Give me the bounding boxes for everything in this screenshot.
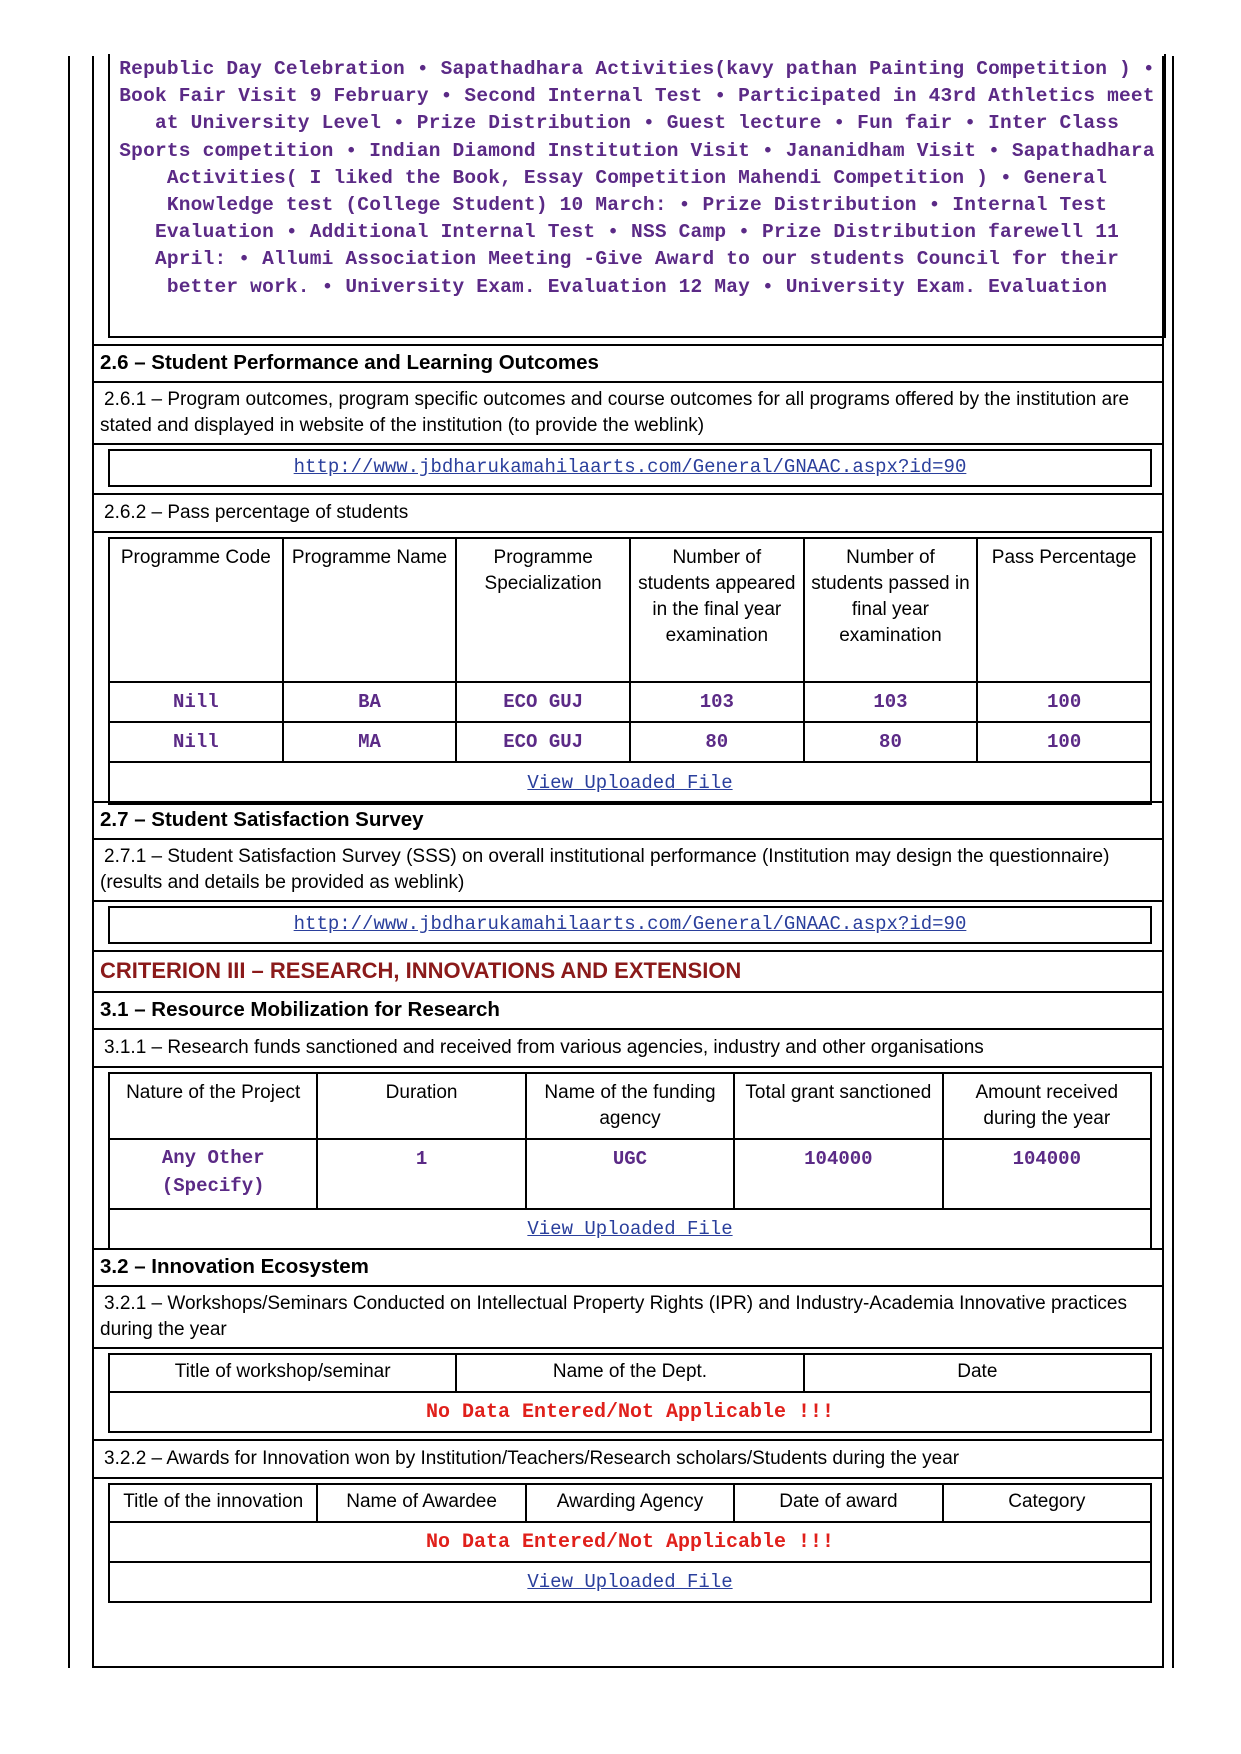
workshops-table-row bbox=[92, 1347, 1164, 1441]
pass-table-box bbox=[108, 537, 1152, 794]
table-cell: 104000 bbox=[734, 1139, 942, 1209]
section-2-7-heading: 2.7 – Student Satisfaction Survey bbox=[100, 808, 424, 831]
col-nature-of-project: Nature of the Project bbox=[109, 1073, 317, 1139]
table-row bbox=[109, 682, 1151, 722]
col-duration: Duration bbox=[317, 1073, 525, 1139]
table-cell: Nill bbox=[109, 722, 283, 762]
table-cell: Nill bbox=[109, 682, 283, 722]
table-cell: 1 bbox=[317, 1139, 525, 1209]
section-3-2-heading: 3.2 – Innovation Ecosystem bbox=[100, 1255, 369, 1278]
col-innovation-title: Title of the innovation bbox=[109, 1484, 317, 1522]
col-date: Date bbox=[804, 1354, 1151, 1392]
col-programme-specialization: Programme Specialization bbox=[456, 538, 630, 682]
question-2-6-2-row bbox=[92, 493, 1164, 533]
table-cell: Any Other (Specify) bbox=[109, 1139, 317, 1209]
question-2-7-1-row bbox=[92, 838, 1164, 902]
col-awardee-name: Name of Awardee bbox=[317, 1484, 525, 1522]
section-3-2-row bbox=[92, 1248, 1164, 1287]
question-3-2-2-row bbox=[92, 1439, 1164, 1479]
question-3-2-1: 3.2.1 – Workshops/Seminars Conducted on Intellectual Property Rights (IPR) and Industry-Academia Innovative practices during the year bbox=[100, 1293, 1127, 1340]
table-cell: ECO GUJ bbox=[456, 722, 630, 762]
question-3-1-1: 3.1.1 – Research funds sanctioned and received from various agencies, industry and other organisations bbox=[104, 1037, 984, 1058]
col-pass-percentage: Pass Percentage bbox=[977, 538, 1151, 682]
table-row bbox=[109, 1139, 1151, 1209]
table-cell: BA bbox=[283, 682, 457, 722]
criterion-row bbox=[92, 950, 1164, 993]
table-cell: MA bbox=[283, 722, 457, 762]
activities-row bbox=[92, 56, 1164, 346]
link-2-7-1-box bbox=[108, 906, 1152, 944]
workshops-table-box bbox=[108, 1353, 1152, 1433]
table-cell: UGC bbox=[526, 1139, 734, 1209]
section-2-6-row bbox=[92, 344, 1164, 383]
workshops-table bbox=[108, 1353, 1152, 1433]
question-2-6-1-row bbox=[92, 381, 1164, 445]
view-uploaded-file-link-3-2-2[interactable]: View Uploaded File bbox=[527, 1571, 733, 1593]
awards-table-row bbox=[92, 1477, 1164, 1668]
question-3-2-2: 3.2.2 – Awards for Innovation won by Institution/Teachers/Research scholars/Students during the year bbox=[104, 1448, 960, 1469]
no-data-message: No Data Entered/Not Applicable !!! bbox=[425, 1400, 835, 1424]
link-2-7-1-row bbox=[92, 900, 1164, 952]
col-category: Category bbox=[943, 1484, 1151, 1522]
table-cell: 103 bbox=[630, 682, 804, 722]
table-cell: 80 bbox=[630, 722, 804, 762]
question-2-6-2: 2.6.2 – Pass percentage of students bbox=[104, 502, 409, 523]
col-funding-agency: Name of the funding agency bbox=[526, 1073, 734, 1139]
col-total-grant: Total grant sanctioned bbox=[734, 1073, 942, 1139]
view-uploaded-file-link-3-1-1[interactable]: View Uploaded File bbox=[527, 1218, 733, 1240]
awards-table bbox=[108, 1483, 1152, 1603]
col-students-appeared: Number of students appeared in the final year examination bbox=[630, 538, 804, 682]
col-date-of-award: Date of award bbox=[734, 1484, 942, 1522]
criterion-heading: CRITERION III – RESEARCH, INNOVATIONS AND EXTENSION bbox=[100, 958, 742, 983]
col-workshop-title: Title of workshop/seminar bbox=[109, 1354, 456, 1392]
question-2-7-1: 2.7.1 – Student Satisfaction Survey (SSS) on overall institutional performance (Institution may design the questionnaire) (results and details be provided as weblink) bbox=[100, 846, 1110, 893]
pass-percentage-table bbox=[108, 537, 1152, 805]
table-cell: 80 bbox=[804, 722, 978, 762]
col-amount-received: Amount received during the year bbox=[943, 1073, 1151, 1139]
table-cell: 104000 bbox=[943, 1139, 1151, 1209]
report-frame bbox=[92, 56, 1166, 1668]
awards-table-box bbox=[108, 1483, 1152, 1613]
activities-text: Republic Day Celebration • Sapathadhara Activities(kavy pathan Painting Competition ) • Book Fair Visit 9 February • Second Internal Test • Participated in 43rd Athletics meet at University Level • Prize Distribution • Guest lecture • Fun fair • Inter Class Sports competition • Indian Diamond Institution Visit • Jananidham Visit • Sapathadhara Activities( I liked the Book, Essay Competition Mahendi Competition ) • General Knowledge test (College Student) 10 March: • Prize Distribution • Internal Test Evaluation • Additional Internal Test • NSS Camp • Prize Distribution farewell 11 April: • Allumi Association Meeting -Give Award to our students Council for their better work. • University Exam. Evaluation 12 May • University Exam. Evaluation bbox=[119, 58, 1155, 298]
table-cell: 100 bbox=[977, 722, 1151, 762]
link-2-6-1-row bbox=[92, 443, 1164, 495]
col-programme-code: Programme Code bbox=[109, 538, 283, 682]
col-students-passed: Number of students passed in final year examination bbox=[804, 538, 978, 682]
pass-table-row bbox=[92, 531, 1164, 803]
section-2-7-row bbox=[92, 801, 1164, 840]
question-3-2-1-row bbox=[92, 1285, 1164, 1349]
no-data-message: No Data Entered/Not Applicable !!! bbox=[425, 1530, 835, 1554]
section-2-6-heading: 2.6 – Student Performance and Learning Outcomes bbox=[100, 351, 599, 374]
weblink-2-6-1[interactable]: http://www.jbdharukamahilaarts.com/General/GNAAC.aspx?id=90 bbox=[293, 456, 967, 478]
weblink-2-7-1[interactable]: http://www.jbdharukamahilaarts.com/General/GNAAC.aspx?id=90 bbox=[293, 913, 967, 935]
col-programme-name: Programme Name bbox=[283, 538, 457, 682]
research-funds-table bbox=[108, 1072, 1152, 1250]
link-2-6-1-box bbox=[108, 449, 1152, 487]
question-2-6-1: 2.6.1 – Program outcomes, program specific outcomes and course outcomes for all programs offered by the institution are stated and displayed in website of the institution (to provide the weblink) bbox=[100, 389, 1130, 436]
table-row bbox=[109, 722, 1151, 762]
table-cell: 103 bbox=[804, 682, 978, 722]
section-3-1-heading: 3.1 – Resource Mobilization for Research bbox=[100, 998, 500, 1021]
left-margin-rule bbox=[68, 56, 70, 1668]
col-awarding-agency: Awarding Agency bbox=[526, 1484, 734, 1522]
table-cell: 100 bbox=[977, 682, 1151, 722]
research-funds-table-box bbox=[108, 1072, 1152, 1244]
research-funds-table-row bbox=[92, 1066, 1164, 1250]
right-margin-rule bbox=[1172, 56, 1174, 1668]
section-3-1-row bbox=[92, 991, 1164, 1030]
col-dept-name: Name of the Dept. bbox=[456, 1354, 803, 1392]
view-uploaded-file-link-2-6-2[interactable]: View Uploaded File bbox=[527, 772, 733, 794]
question-3-1-1-row bbox=[92, 1028, 1164, 1068]
table-cell: ECO GUJ bbox=[456, 682, 630, 722]
